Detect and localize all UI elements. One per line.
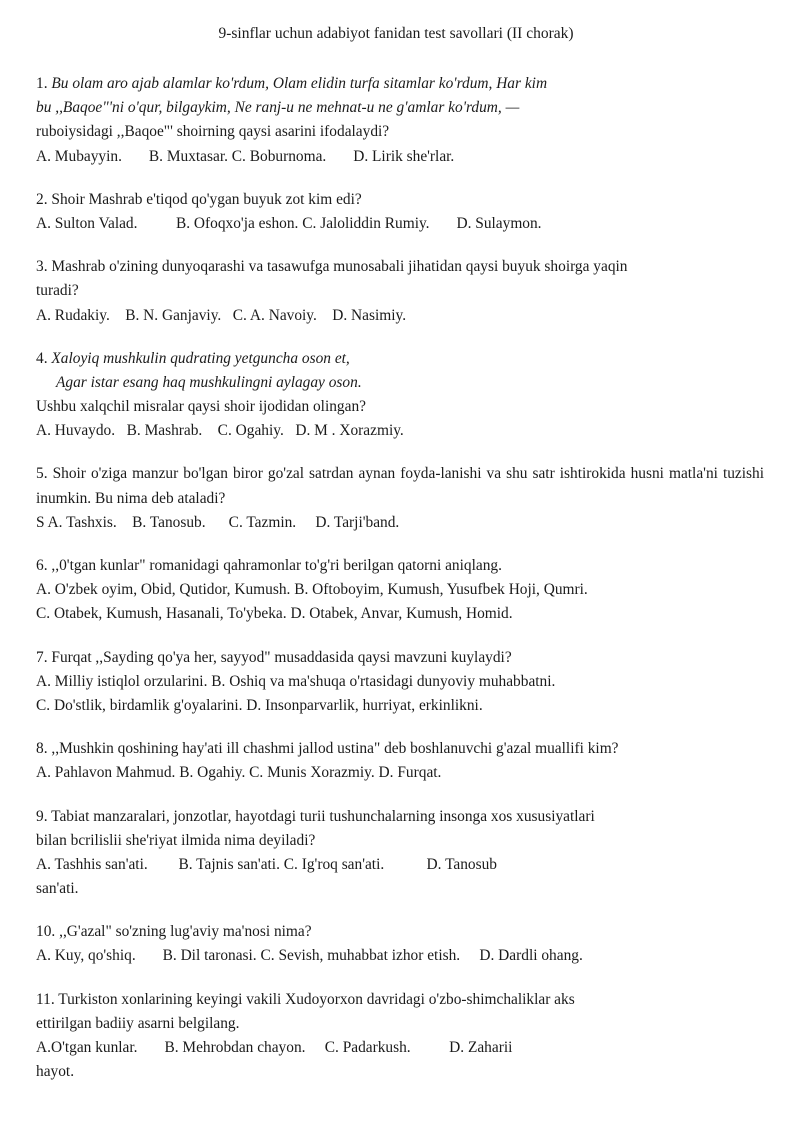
- question-block: [36, 188, 768, 236]
- question-number: 2.: [36, 190, 48, 208]
- question-block: [36, 988, 768, 1085]
- question-stem-line: [36, 120, 768, 144]
- question-block: [36, 462, 768, 535]
- question-block: [36, 72, 768, 169]
- answer-options-line[interactable]: san'ati.: [36, 880, 79, 898]
- question-stem-line: [36, 395, 768, 419]
- answer-options-line[interactable]: S A. Tashxis. B. Tanosub. C. Tazmin. D. Tarji'band.: [36, 513, 400, 531]
- answer-options-line[interactable]: A. Tashhis san'ati. B. Tajnis san'ati. C. Ig'roq san'ati. D. Tanosub: [36, 855, 497, 873]
- question-stem-text: turadi?: [36, 282, 79, 300]
- question-block: [36, 554, 768, 627]
- answer-options-line[interactable]: A. Huvaydo. B. Mashrab. C. Ogahiy. D. M . Xorazmiy.: [36, 422, 404, 440]
- question-number: 5.: [36, 465, 48, 483]
- question-number: 10.: [36, 923, 56, 941]
- question-number: 8.: [36, 740, 48, 758]
- question-stem-text: ,,Mushkin qoshining hay'ati ill chashmi jallod ustina" deb boshlanuvchi g'azal muallifi kim?: [51, 740, 619, 758]
- question-stem-line: [36, 462, 768, 510]
- question-stem-line: [36, 1012, 768, 1036]
- page-title: 9-sinflar uchun adabiyot fanidan test savollari (II chorak): [218, 25, 574, 42]
- question-stem-line: [36, 255, 768, 279]
- question-stem-text: ,,0'tgan kunlar" romanidagi qahramonlar to'g'ri berilgan qatorni aniqlang.: [51, 557, 502, 575]
- answer-options-line[interactable]: A. Rudakiy. B. N. Ganjaviy. C. A. Navoiy. D. Nasimiy.: [36, 306, 407, 324]
- question-stem-text: Furqat ,,Sayding qo'ya her, sayyod" musaddasida qaysi mavzuni kuylaydi?: [51, 648, 512, 666]
- answer-options-line[interactable]: A. Kuy, qo'shiq. B. Dil taronasi. C. Sevish, muhabbat izhor etish. D. Dardli ohang.: [36, 947, 583, 965]
- question-stem-text: Bu olam aro ajab alamlar ko'rdum, Olam elidin turfa sitamlar ko'rdum, Har kim: [51, 75, 548, 93]
- question-stem-text: bu ,,Baqoe"'ni o'qur, bilgaykim, Ne ranj-u ne mehnat-u ne g'amlar ko'rdum, —: [36, 99, 520, 117]
- answer-options-line[interactable]: A. O'zbek oyim, Obid, Qutidor, Kumush. B. Oftoboyim, Kumush, Yusufbek Hoji, Qumri.: [36, 581, 588, 599]
- question-stem-line: [36, 646, 768, 670]
- question-stem-text: ,,G'azal" so'zning lug'aviy ma'nosi nima?: [59, 923, 312, 941]
- question-stem-text: bilan bcrilislii she'riyat ilmida nima deyiladi?: [36, 831, 316, 849]
- question-block: [36, 347, 768, 444]
- question-stem-line: [36, 988, 768, 1012]
- question-stem-line: [36, 829, 768, 853]
- question-number: 9.: [36, 807, 48, 825]
- question-stem-text: Ushbu xalqchil misralar qaysi shoir ijodidan olingan?: [36, 398, 366, 416]
- answer-options-line[interactable]: C. Do'stlik, birdamlik g'oyalarini. D. Insonparvarlik, hurriyat, erkinlikni.: [36, 696, 483, 714]
- question-stem-line: [36, 188, 768, 212]
- answer-options-line[interactable]: A.O'tgan kunlar. B. Mehrobdan chayon. C. Padarkush. D. Zaharii: [36, 1039, 513, 1057]
- question-block: [36, 920, 768, 968]
- question-stem-line: [36, 920, 768, 944]
- question-stem-text: Turkiston xonlarining keyingi vakili Xudoyorxon davridagi o'zbo-shimchaliklar aks: [58, 990, 575, 1008]
- question-stem-line: [36, 347, 768, 371]
- question-stem-text: Mashrab o'zining dunyoqarashi va tasawufga munosabali jihatidan qaysi buyuk shoirga yaqin: [51, 258, 628, 276]
- question-stem-text: ruboiysidagi ,,Baqoe"' shoirning qaysi asarini ifodalaydi?: [36, 123, 390, 141]
- question-block: [36, 805, 768, 902]
- questions-list: [36, 72, 768, 1084]
- question-stem-line: [36, 72, 768, 96]
- question-number: 6.: [36, 557, 48, 575]
- question-number: 7.: [36, 648, 48, 666]
- answer-options-line[interactable]: A. Mubayyin. B. Muxtasar. C. Boburnoma. D. Lirik she'rlar.: [36, 147, 455, 165]
- question-block: [36, 737, 768, 785]
- answer-options-line[interactable]: A. Milliy istiqlol orzularini. B. Oshiq va ma'shuqa o'rtasidagi dunyoviy muhabbatni.: [36, 672, 556, 690]
- question-stem-line: [36, 554, 768, 578]
- question-stem-text: Shoir o'ziga manzur bo'lgan biror go'zal satrdan aynan foyda-lanishi va shu satr ishtirokida husni matla'ni tuzishi inumkin. Bu nima deb ataladi?: [36, 465, 764, 507]
- answer-options-line[interactable]: A. Sulton Valad. B. Ofoqxo'ja eshon. C. Jaloliddin Rumiy. D. Sulaymon.: [36, 214, 542, 232]
- question-number: 1.: [36, 75, 48, 93]
- question-block: [36, 646, 768, 719]
- question-number: 4.: [36, 349, 48, 367]
- question-stem-line: [36, 737, 768, 761]
- answer-options-line[interactable]: hayot.: [36, 1063, 75, 1081]
- question-stem-text: Agar istar esang haq mushkulingni aylagay oson.: [56, 373, 362, 391]
- question-stem-line: [36, 371, 768, 395]
- question-stem-line: [36, 279, 768, 303]
- question-stem-text: Tabiat manzaralari, jonzotlar, hayotdagi turii tushunchalarning insonga xos xususiyatlari: [51, 807, 595, 825]
- question-number: 11.: [36, 990, 55, 1008]
- answer-options-line[interactable]: C. Otabek, Kumush, Hasanali, To'ybeka. D. Otabek, Anvar, Kumush, Homid.: [36, 605, 513, 623]
- question-number: 3.: [36, 258, 48, 276]
- question-stem-text: Xaloyiq mushkulin qudrating yetguncha oson et,: [51, 349, 350, 367]
- answer-options-line[interactable]: A. Pahlavon Mahmud. B. Ogahiy. C. Munis Xorazmiy. D. Furqat.: [36, 764, 442, 782]
- question-block: [36, 255, 768, 328]
- question-stem-text: ettirilgan badiiy asarni belgilang.: [36, 1014, 240, 1032]
- question-stem-line: [36, 805, 768, 829]
- question-stem-text: Shoir Mashrab e'tiqod qo'ygan buyuk zot kim edi?: [51, 190, 362, 208]
- question-stem-line: [36, 96, 768, 120]
